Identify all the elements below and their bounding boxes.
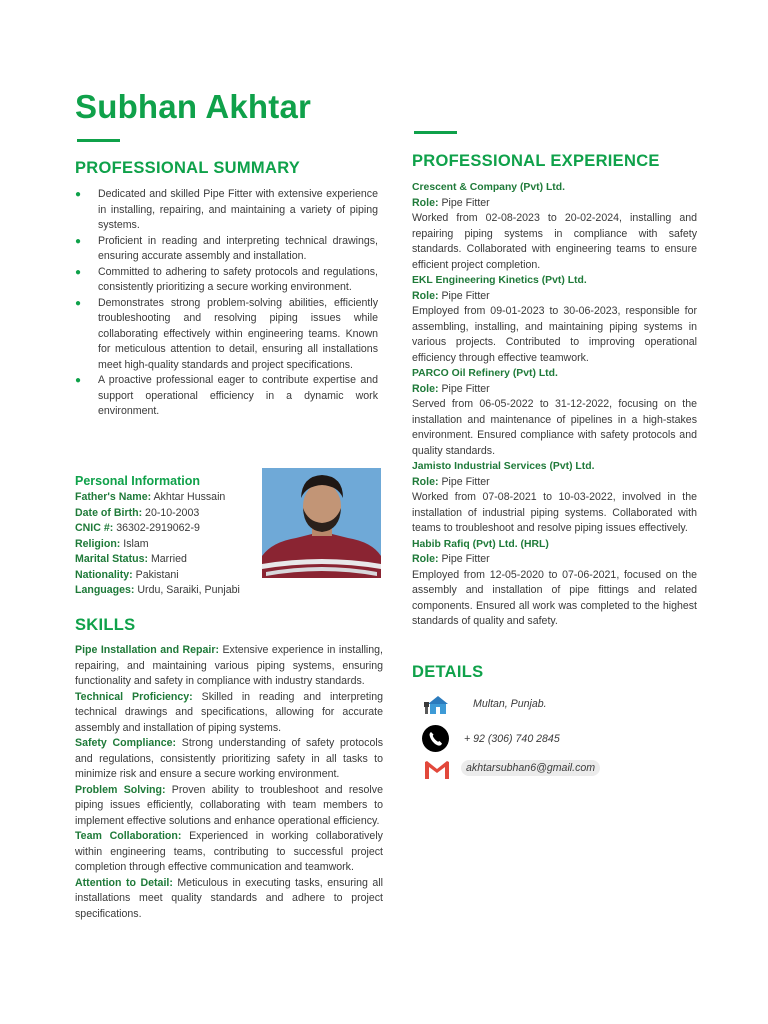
list-item: ● Dedicated and skilled Pipe Fitter with extensive experience in installing, repairing, and maintaining a variety of piping systems. (75, 188, 378, 231)
list-item: ● Proficient in reading and interpreting technical drawings, ensuring accurate assembly and installation. (75, 234, 378, 262)
job-role: Role: Pipe Fitter (412, 553, 490, 565)
job-description: Served from 06-05-2022 to 31-12-2022, focusing on the installation and maintenance of pipelines in a high-stakes environment. Ensured compliance with safety protocols and quality standards. (412, 398, 697, 457)
details-heading: DETAILS (412, 663, 484, 681)
job-role: Role: Pipe Fitter (412, 475, 490, 488)
profile-photo (262, 468, 381, 578)
address-text: Multan, Punjab. (473, 698, 547, 710)
phone-icon (422, 725, 449, 752)
cnic-row: CNIC #: 36302-2919062-9 (75, 522, 200, 534)
job-entry (412, 273, 697, 366)
dob-row: Date of Birth: 20-10-2003 (75, 506, 200, 519)
job-role: Role: Pipe Fitter (412, 382, 490, 395)
job-entry (412, 180, 697, 273)
bullet-icon: ● (75, 266, 82, 278)
summary-list (75, 187, 378, 420)
marital-status-row: Marital Status: Married (75, 553, 187, 565)
portrait-image (262, 468, 381, 578)
company-name: Jamisto Industrial Services (Pvt) Ltd. (412, 461, 595, 472)
list-item: ● Committed to adhering to safety protocols and regulations, consistently prioritizing a secure working environment. (75, 265, 378, 293)
skill-item: Technical Proficiency: Skilled in reading and interpreting technical drawings and specifications, allowing for accurate assembly and installation of piping systems. (75, 690, 383, 734)
father-name-row: Father's Name: Akhtar Hussain (75, 491, 226, 503)
skill-item: Safety Compliance: Strong understanding of safety protocols and regulations, consistently prioritizing safety in all tasks to minimize risk and ensure a secure working environment. (75, 737, 383, 780)
name-divider (77, 139, 120, 142)
candidate-name: Subhan Akhtar (75, 88, 312, 125)
languages-row: Languages: Urdu, Saraiki, Punjabi (75, 584, 240, 596)
skill-item: Team Collaboration: Experienced in working collaboratively within engineering teams, contributing to successful project completion through effective communication and teamwork. (75, 830, 383, 873)
skill-item: Pipe Installation and Repair: Extensive experience in installing, repairing, and maintaining various piping systems, ensuring functionality and safety in compliance with industry standards. (75, 644, 384, 687)
job-role: Role: Pipe Fitter (412, 196, 490, 209)
list-item: ● Demonstrates strong problem-solving abilities, efficiently troubleshooting and resolving piping issues while collaborating effectively within engineering teams. Known for meticulous attention to detail, ensuring all installations meet high-quality standards and project specifications. (75, 296, 378, 371)
job-description: Worked from 02-08-2023 to 20-02-2024, installing and repairing piping systems in compliance with safety standards. Collaborated with engineering teams to ensure efficient project completion. (412, 212, 697, 271)
list-item: ● A proactive professional eager to contribute expertise and support operational efficiency in a dynamic work environment. (75, 374, 378, 417)
gmail-icon (423, 759, 451, 780)
job-entry (412, 366, 697, 459)
skills-heading: SKILLS (75, 616, 136, 634)
job-entry (412, 537, 697, 630)
summary-heading: PROFESSIONAL SUMMARY (75, 159, 301, 177)
bullet-icon: ● (75, 235, 82, 247)
home-icon (422, 694, 450, 716)
company-name: Crescent & Company (Pvt) Ltd. (412, 182, 565, 193)
personal-info-heading: Personal Information (75, 474, 201, 488)
experience-heading: PROFESSIONAL EXPERIENCE (412, 152, 660, 170)
company-name: Habib Rafiq (Pvt) Ltd. (HRL) (412, 538, 549, 550)
company-name: EKL Engineering Kinetics (Pvt) Ltd. (412, 275, 587, 286)
job-role: Role: Pipe Fitter (412, 289, 490, 302)
email-link[interactable]: akhtarsubhan6@gmail.com (461, 760, 600, 776)
bullet-icon: ● (75, 297, 82, 309)
skill-item: Problem Solving: Proven ability to troubleshoot and resolve piping issues efficiently, collaborating with team members to implement effective solutions and enhance operational efficiency. (75, 783, 383, 827)
experience-list (412, 180, 697, 630)
nationality-row: Nationality: Pakistani (75, 568, 179, 581)
bullet-icon: ● (75, 375, 82, 386)
personal-info (75, 490, 260, 599)
phone-text[interactable]: + 92 (306) 740 2845 (464, 733, 560, 745)
experience-divider (414, 131, 457, 134)
bullet-icon: ● (75, 189, 82, 200)
job-description: Employed from 12-05-2020 to 07-06-2021, focused on the assembly and installation of pipe fittings and related components. Ensured all work was completed to the highest standards of quality and safety. (412, 568, 697, 627)
job-description: Worked from 07-08-2021 to 10-03-2022, involved in the installation of industrial piping systems. Collaborated with teams to troubleshoot and resolve piping issues effectively. (412, 491, 697, 534)
religion-row: Religion: Islam (75, 537, 149, 550)
skills-list (75, 643, 383, 922)
skill-item: Attention to Detail: Meticulous in executing tasks, ensuring all installations meet quality standards and adhere to project specifications. (75, 876, 383, 920)
job-entry (412, 459, 697, 537)
job-description: Employed from 09-01-2023 to 30-06-2023, responsible for assembling, installing, and maintaining piping systems in various projects. Contributed to improving operational efficiency through effective teamwork. (412, 305, 697, 364)
company-name: PARCO Oil Refinery (Pvt) Ltd. (412, 368, 558, 379)
